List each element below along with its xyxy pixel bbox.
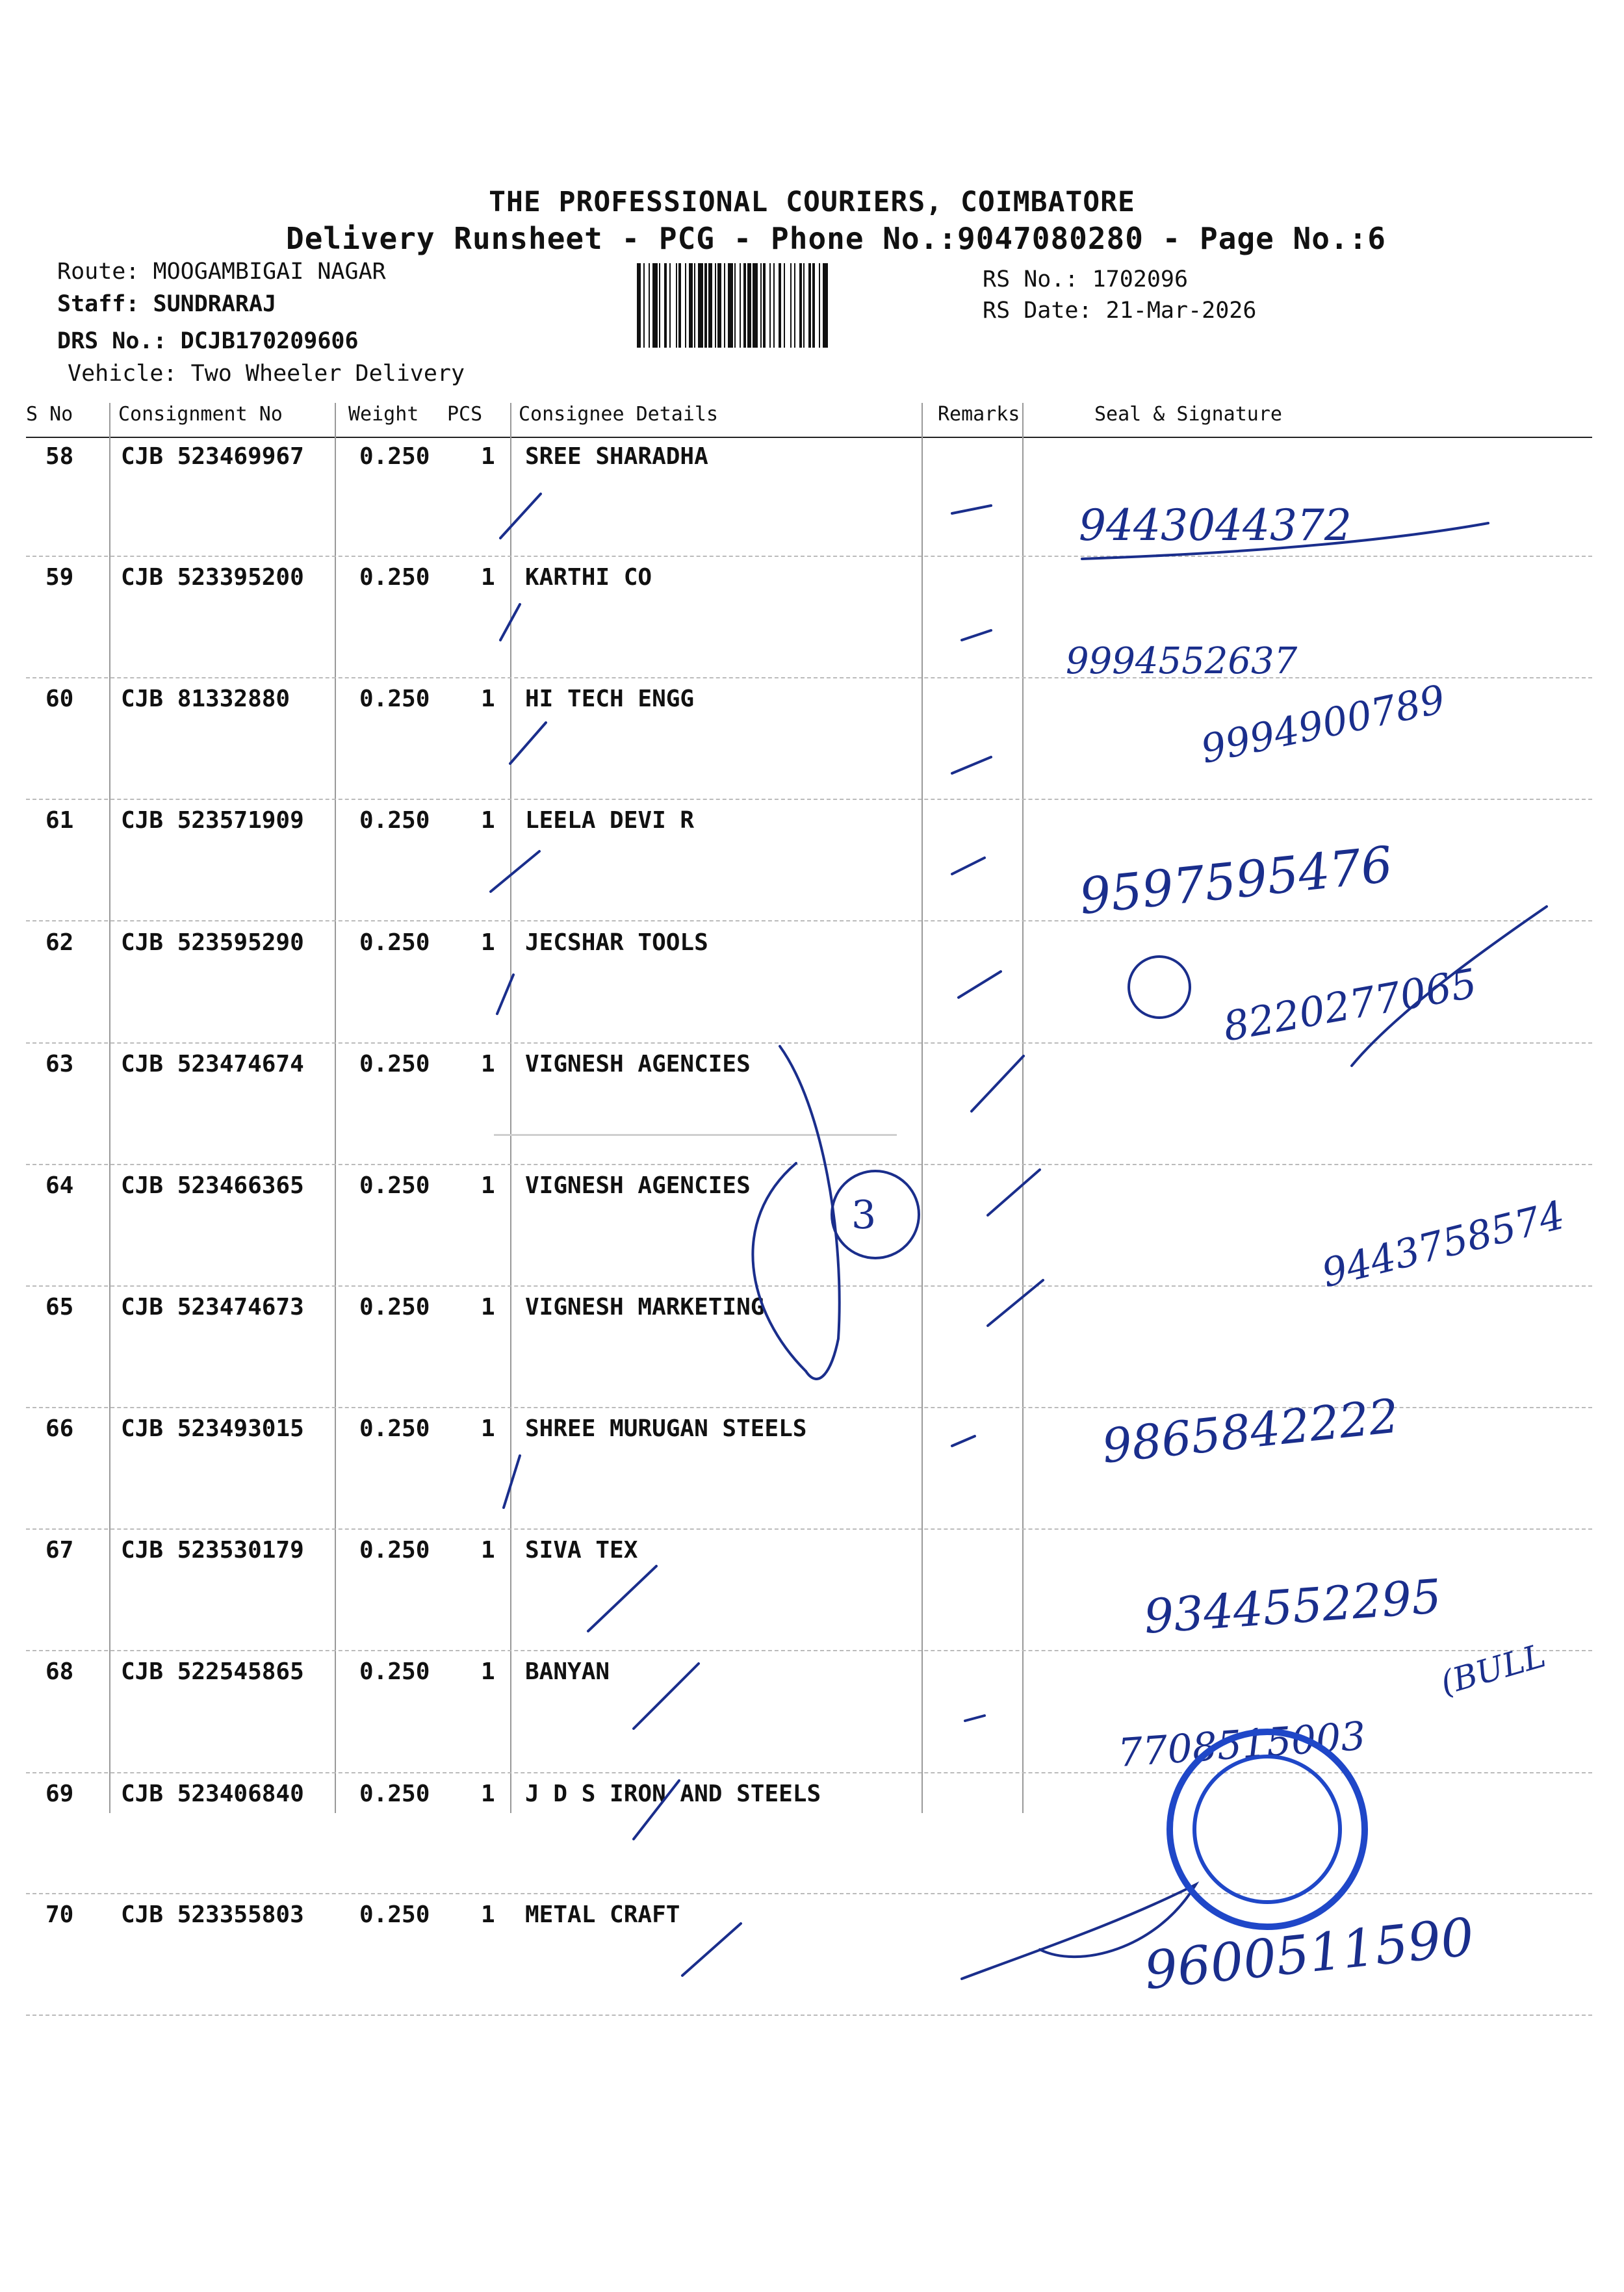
cell-consignment: CJB 523395200	[121, 564, 304, 591]
cell-consignment: CJB 523530179	[121, 1537, 304, 1564]
runsheet-subtitle: Delivery Runsheet - PCG - Phone No.:9047080280 - Page No.:6	[286, 221, 1386, 256]
cell-sno: 65	[45, 1294, 74, 1320]
row-separator	[26, 1650, 1592, 1651]
col-sno: S No	[26, 403, 73, 426]
col-remarks: Remarks	[938, 403, 1020, 426]
row-separator	[26, 1893, 1592, 1894]
route: Route: MOOGAMBIGAI NAGAR	[57, 259, 386, 285]
rs-date: RS Date: 21-Mar-2026	[983, 298, 1257, 324]
cell-consignee: VIGNESH MARKETING	[525, 1294, 765, 1320]
cell-consignee: HI TECH ENGG	[525, 686, 695, 712]
circle-mark	[1128, 955, 1191, 1019]
circle-mark	[831, 1170, 920, 1259]
cell-consignee: JECSHAR TOOLS	[525, 929, 708, 956]
cell-consignee: SREE SHARADHA	[525, 443, 708, 470]
barcode-bar	[823, 263, 828, 348]
cell-weight: 0.250	[359, 929, 430, 956]
cell-pcs: 1	[481, 1415, 495, 1442]
cell-consignment: CJB 523469967	[121, 443, 304, 470]
cell-sno: 69	[45, 1781, 74, 1807]
cell-consignment: CJB 523474673	[121, 1294, 304, 1320]
col-consignee: Consignee Details	[519, 403, 719, 426]
row-separator	[26, 556, 1592, 557]
cell-consignment: CJB 523493015	[121, 1415, 304, 1442]
cell-pcs: 1	[481, 443, 495, 470]
cell-weight: 0.250	[359, 1051, 430, 1077]
row-separator	[26, 2015, 1592, 2016]
cell-weight: 0.250	[359, 1901, 430, 1928]
cell-consignee: BANYAN	[525, 1658, 610, 1685]
vehicle: Vehicle: Two Wheeler Delivery	[68, 361, 465, 387]
barcode-bar	[753, 263, 758, 348]
rs-number: RS No.: 1702096	[983, 266, 1189, 292]
handwritten-phone: 8220277065	[1219, 959, 1480, 1051]
cell-pcs: 1	[481, 686, 495, 712]
barcode-bar	[828, 263, 829, 348]
cell-pcs: 1	[481, 1294, 495, 1320]
barcode	[637, 263, 981, 348]
cell-consignment: CJB 523571909	[121, 807, 304, 834]
row-separator	[26, 1042, 1592, 1044]
table-row	[0, 443, 1624, 564]
cell-sno: 70	[45, 1901, 74, 1928]
cell-consignee: LEELA DEVI R	[525, 807, 695, 834]
handwritten-note: (BULL	[1436, 1636, 1550, 1703]
table-row	[0, 1658, 1624, 1779]
company-title: THE PROFESSIONAL COURIERS, COIMBATORE	[489, 186, 1135, 218]
table-row	[0, 564, 1624, 685]
handwritten-phone: 9600511590	[1141, 1906, 1477, 2002]
cell-pcs: 1	[481, 807, 495, 834]
handwritten-count: 3	[851, 1192, 877, 1238]
cell-consignment: CJB 523355803	[121, 1901, 304, 1928]
cell-pcs: 1	[481, 1172, 495, 1199]
row-separator	[26, 1772, 1592, 1773]
barcode-bar	[785, 263, 790, 348]
cell-sno: 60	[45, 686, 74, 712]
row-separator	[26, 677, 1592, 678]
cell-sno: 68	[45, 1658, 74, 1685]
cell-consignment: CJB 523595290	[121, 929, 304, 956]
cell-sno: 62	[45, 929, 74, 956]
cell-consignee: J D S IRON AND STEELS	[525, 1781, 821, 1807]
cell-pcs: 1	[481, 564, 495, 591]
table-header	[0, 403, 1624, 437]
barcode-bar	[728, 263, 733, 348]
cell-sno: 66	[45, 1415, 74, 1442]
cell-weight: 0.250	[359, 686, 430, 712]
cell-consignment: CJB 523406840	[121, 1781, 304, 1807]
row-separator	[26, 1528, 1592, 1530]
cell-consignee: VIGNESH AGENCIES	[525, 1051, 751, 1077]
barcode-bar	[652, 263, 658, 348]
cell-consignee: SIVA TEX	[525, 1537, 638, 1564]
table-row	[0, 1051, 1624, 1172]
cell-consignee: METAL CRAFT	[525, 1901, 680, 1928]
cell-weight: 0.250	[359, 1294, 430, 1320]
cell-pcs: 1	[481, 1537, 495, 1564]
cell-consignment: CJB 81332880	[121, 686, 290, 712]
cell-consignment: CJB 523466365	[121, 1172, 304, 1199]
cell-weight: 0.250	[359, 1537, 430, 1564]
row-separator	[26, 920, 1592, 921]
cell-weight: 0.250	[359, 1781, 430, 1807]
cell-weight: 0.250	[359, 807, 430, 834]
cell-weight: 0.250	[359, 1172, 430, 1199]
col-consignment: Consignment No	[118, 403, 283, 426]
cell-consignment: CJB 522545865	[121, 1658, 304, 1685]
barcode-bar	[698, 263, 703, 348]
cell-pcs: 1	[481, 929, 495, 956]
cell-sno: 59	[45, 564, 74, 591]
cell-weight: 0.250	[359, 1415, 430, 1442]
cell-sno: 64	[45, 1172, 74, 1199]
cell-consignee: SHREE MURUGAN STEELS	[525, 1415, 807, 1442]
table-row	[0, 1781, 1624, 1901]
row-separator	[26, 799, 1592, 800]
cell-sno: 61	[45, 807, 74, 834]
cell-pcs: 1	[481, 1781, 495, 1807]
fold-crease	[494, 1134, 897, 1136]
cell-weight: 0.250	[359, 443, 430, 470]
cell-sno: 63	[45, 1051, 74, 1077]
cell-sno: 67	[45, 1537, 74, 1564]
handwritten-phone: 9443758574	[1317, 1192, 1569, 1297]
handwritten-phone: 9597595476	[1076, 834, 1395, 926]
col-seal: Seal & Signature	[1094, 403, 1282, 426]
col-pcs: PCS	[447, 403, 483, 426]
cell-pcs: 1	[481, 1658, 495, 1685]
handwritten-phone: 9344552295	[1142, 1569, 1443, 1644]
row-separator	[26, 1164, 1592, 1165]
barcode-bar	[671, 263, 676, 348]
cell-pcs: 1	[481, 1901, 495, 1928]
header-rule	[26, 437, 1592, 438]
handwritten-phone: 9865842222	[1099, 1388, 1402, 1474]
staff: Staff: SUNDRARAJ	[57, 291, 277, 317]
handwritten-phone: 7708515003	[1116, 1713, 1367, 1777]
cell-weight: 0.250	[359, 1658, 430, 1685]
cell-consignee: VIGNESH AGENCIES	[525, 1172, 751, 1199]
drs-number: DRS No.: DCJB170209606	[57, 328, 359, 354]
col-weight: Weight	[348, 403, 419, 426]
seal-inner-ring	[1192, 1755, 1342, 1904]
cell-consignment: CJB 523474674	[121, 1051, 304, 1077]
company-seal	[1166, 1729, 1368, 1930]
cell-pcs: 1	[481, 1051, 495, 1077]
cell-consignee: KARTHI CO	[525, 564, 652, 591]
handwritten-phone: 9994552637	[1066, 640, 1298, 682]
handwritten-phone: 9994900789	[1196, 676, 1449, 773]
cell-weight: 0.250	[359, 564, 430, 591]
cell-sno: 58	[45, 443, 74, 470]
handwritten-phone: 9443044372	[1079, 500, 1352, 550]
